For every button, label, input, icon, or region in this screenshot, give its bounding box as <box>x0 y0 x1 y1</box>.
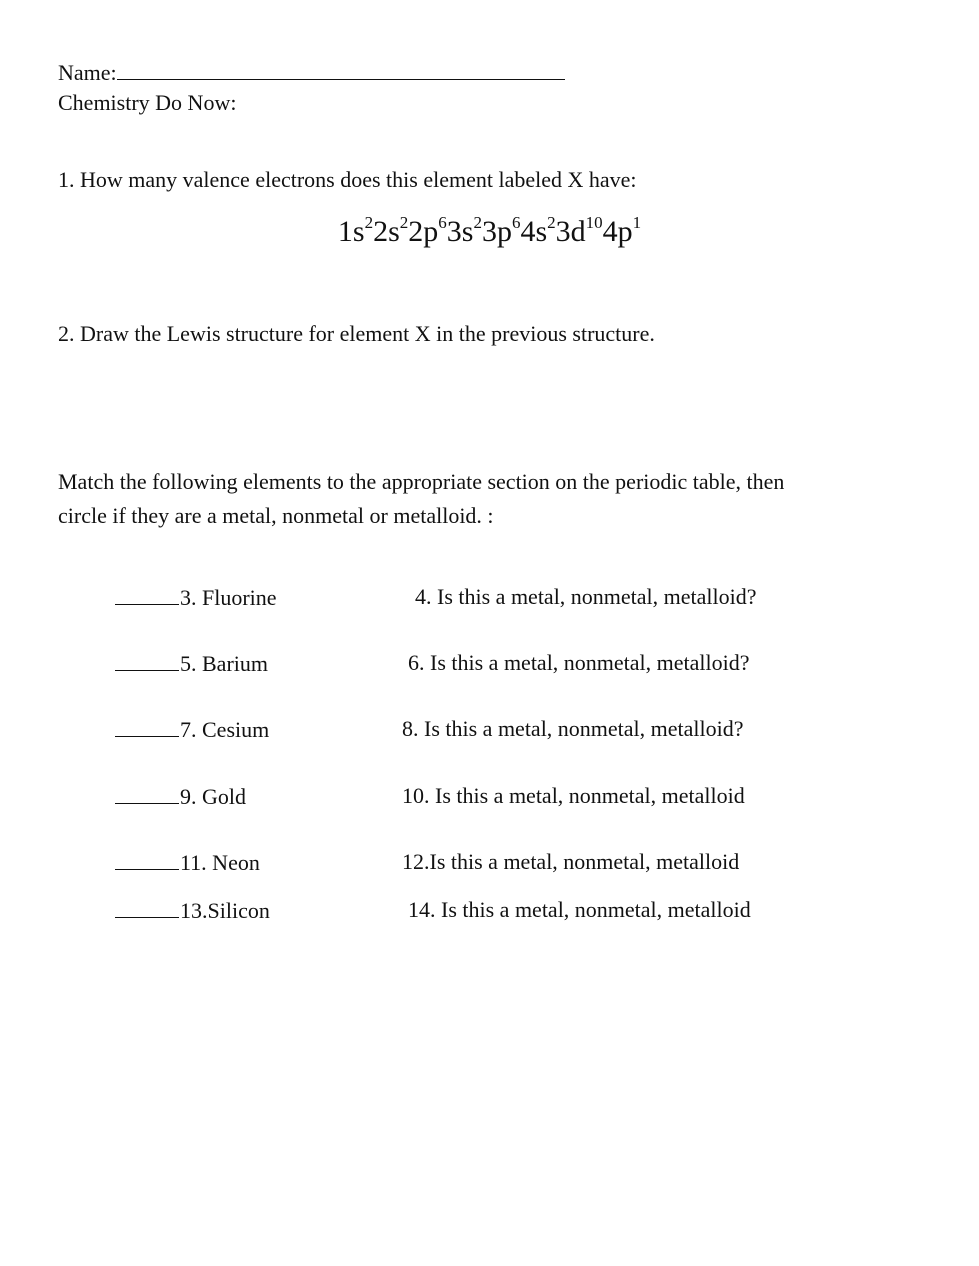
element-label: 7. Cesium <box>180 717 270 742</box>
element-label: 11. Neon <box>180 850 260 875</box>
electron-configuration <box>0 212 979 252</box>
question-2: 2. Draw the Lewis structure for element X in the previous structure. <box>58 321 655 346</box>
element-match-item <box>115 650 268 677</box>
orbital-electron-count: 2 <box>399 213 409 232</box>
orbital-label: 4p <box>602 215 633 248</box>
element-match-item <box>115 783 246 810</box>
orbital-electron-count: 10 <box>585 213 603 232</box>
orbital-electron-count: 2 <box>547 213 556 232</box>
name-label: Name: <box>58 60 117 85</box>
orbital-label: 3d <box>555 215 586 248</box>
element-label: 3. Fluorine <box>180 585 277 610</box>
answer-blank[interactable] <box>115 783 179 804</box>
classification-question: 6. Is this a metal, nonmetal, metalloid? <box>408 650 750 675</box>
element-label: 5. Barium <box>180 651 268 676</box>
element-match-item <box>115 897 270 924</box>
orbital-label: 1s <box>337 215 365 248</box>
orbital-electron-count: 6 <box>438 213 447 232</box>
answer-blank[interactable] <box>115 897 179 918</box>
element-match-item <box>115 584 277 611</box>
answer-blank[interactable] <box>115 584 179 605</box>
answer-blank[interactable] <box>115 849 179 870</box>
element-label: 13.Silicon <box>180 898 270 923</box>
name-field[interactable] <box>58 59 565 86</box>
classification-question: 14. Is this a metal, nonmetal, metalloid <box>408 897 751 922</box>
answer-blank[interactable] <box>115 650 179 671</box>
orbital-electron-count: 2 <box>364 213 374 232</box>
element-match-item <box>115 716 269 743</box>
instructions-line-2: circle if they are a metal, nonmetal or metalloid. : <box>58 503 494 528</box>
orbital-label: 2s <box>373 215 400 248</box>
orbital-label: 3p <box>481 215 512 248</box>
instructions-line-1: Match the following elements to the appropriate section on the periodic table, then <box>58 469 785 494</box>
classification-question: 4. Is this a metal, nonmetal, metalloid? <box>415 584 757 609</box>
orbital-electron-count: 6 <box>511 213 521 232</box>
classification-question: 12.Is this a metal, nonmetal, metalloid <box>402 849 740 874</box>
orbital-label: 4s <box>520 215 548 248</box>
orbital-label: 2p <box>408 215 439 248</box>
orbital-label: 3s <box>446 215 474 248</box>
element-match-item <box>115 849 260 876</box>
classification-question: 8. Is this a metal, nonmetal, metalloid? <box>402 716 744 741</box>
orbital-electron-count: 2 <box>473 213 482 232</box>
classification-question: 10. Is this a metal, nonmetal, metalloid <box>402 783 745 808</box>
answer-blank[interactable] <box>115 716 179 737</box>
question-1: 1. How many valence electrons does this element labeled X have: <box>58 167 637 192</box>
element-label: 9. Gold <box>180 784 246 809</box>
name-blank-line[interactable] <box>117 59 565 80</box>
orbital-electron-count: 1 <box>632 213 642 232</box>
worksheet-subtitle: Chemistry Do Now: <box>58 90 237 115</box>
